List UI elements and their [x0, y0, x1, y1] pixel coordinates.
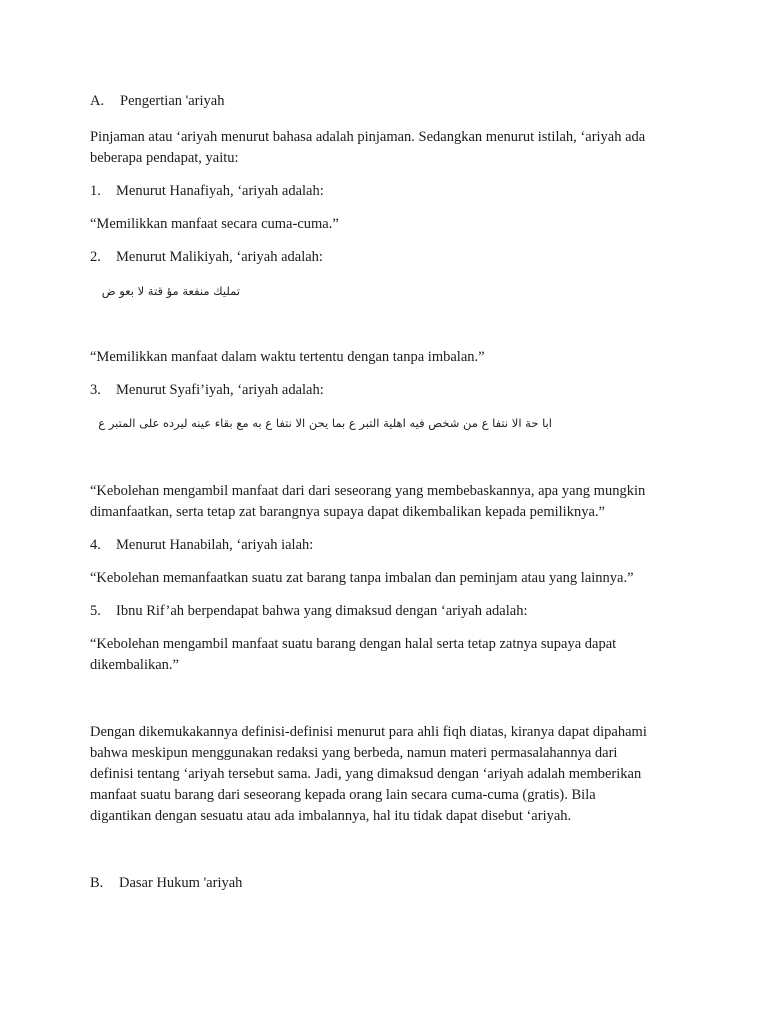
item-4-quote: “Kebolehan memanfaatkan suatu zat barang tanpa imbalan dan peminjam atau yang lainnya.” — [90, 570, 634, 586]
section-a-letter: A. — [90, 93, 105, 109]
intro-line-2: beberapa pendapat, yaitu: — [90, 150, 239, 166]
item-5-quote-line-1: “Kebolehan mengambil manfaat suatu barang dengan halal serta tetap zatnya supaya dapat — [90, 636, 617, 652]
section-a-title: Pengertian 'ariyah — [120, 93, 225, 109]
conclusion-line-1: Dengan dikemukakannya definisi-definisi menurut para ahli fiqh diatas, kiranya dapat dipahami — [90, 724, 647, 740]
item-3-arabic-text: ابا حة الا نتفا ع من شخص فيه اهلية التبر ع بما يحن الا نتفا ع به مع بقاء عينه ليرده على المتبر ع — [98, 416, 552, 430]
item-4-heading-text: Menurut Hanabilah, ‘ariyah ialah: — [116, 537, 314, 553]
section-b-heading — [90, 873, 242, 893]
conclusion-line-3: definisi tentang ‘ariyah tersebut sama. Jadi, yang dimaksud dengan ‘ariyah adalah memberikan — [90, 766, 642, 782]
item-5-number: 5. — [90, 603, 101, 619]
item-4-number: 4. — [90, 537, 101, 553]
section-a-heading — [90, 91, 224, 111]
item-3-number: 3. — [90, 382, 101, 398]
item-1-heading — [90, 181, 324, 201]
conclusion-line-4: manfaat suatu barang dari seseorang kepada orang lain secara cuma-cuma (gratis). Bila — [90, 787, 596, 803]
item-3-heading-text: Menurut Syafi’iyah, ‘ariyah adalah: — [116, 382, 324, 398]
item-5-heading-text: Ibnu Rif’ah berpendapat bahwa yang dimaksud dengan ‘ariyah adalah: — [116, 603, 528, 619]
item-4-heading — [90, 535, 313, 555]
item-3-quote-line-1: “Kebolehan mengambil manfaat dari dari seseorang yang membebaskannya, apa yang mungkin — [90, 483, 646, 499]
item-1-quote: “Memilikkan manfaat secara cuma-cuma.” — [90, 216, 339, 232]
item-5-heading — [90, 601, 527, 621]
item-2-number: 2. — [90, 249, 101, 265]
item-2-heading — [90, 247, 323, 267]
item-2-quote: “Memilikkan manfaat dalam waktu tertentu dengan tanpa imbalan.” — [90, 349, 485, 365]
item-2-heading-text: Menurut Malikiyah, ‘ariyah adalah: — [116, 249, 323, 265]
section-b-title: Dasar Hukum 'ariyah — [119, 875, 243, 891]
intro-line-1: Pinjaman atau ‘ariyah menurut bahasa adalah pinjaman. Sedangkan menurut istilah, ‘ariyah ada — [90, 129, 646, 145]
item-2-arabic-text: تمليك منفعة مؤ قتة لا بعو ض — [101, 284, 240, 298]
conclusion-line-2: bahwa meskipun menggunakan redaksi yang berbeda, namun materi permasalahannya dari — [90, 745, 618, 761]
conclusion-line-5: digantikan dengan sesuatu atau ada imbalannya, hal itu tidak dapat disebut ‘ariyah. — [90, 808, 572, 824]
item-1-heading-text: Menurut Hanafiyah, ‘ariyah adalah: — [116, 183, 324, 199]
item-5-quote-line-2: dikembalikan.” — [90, 657, 179, 673]
item-1-number: 1. — [90, 183, 101, 199]
item-3-heading — [90, 380, 324, 400]
item-3-quote-line-2: dimanfaatkan, serta tetap zat barangnya supaya dapat dikembalikan kepada pemiliknya.” — [90, 504, 605, 520]
section-b-letter: B. — [90, 875, 104, 891]
